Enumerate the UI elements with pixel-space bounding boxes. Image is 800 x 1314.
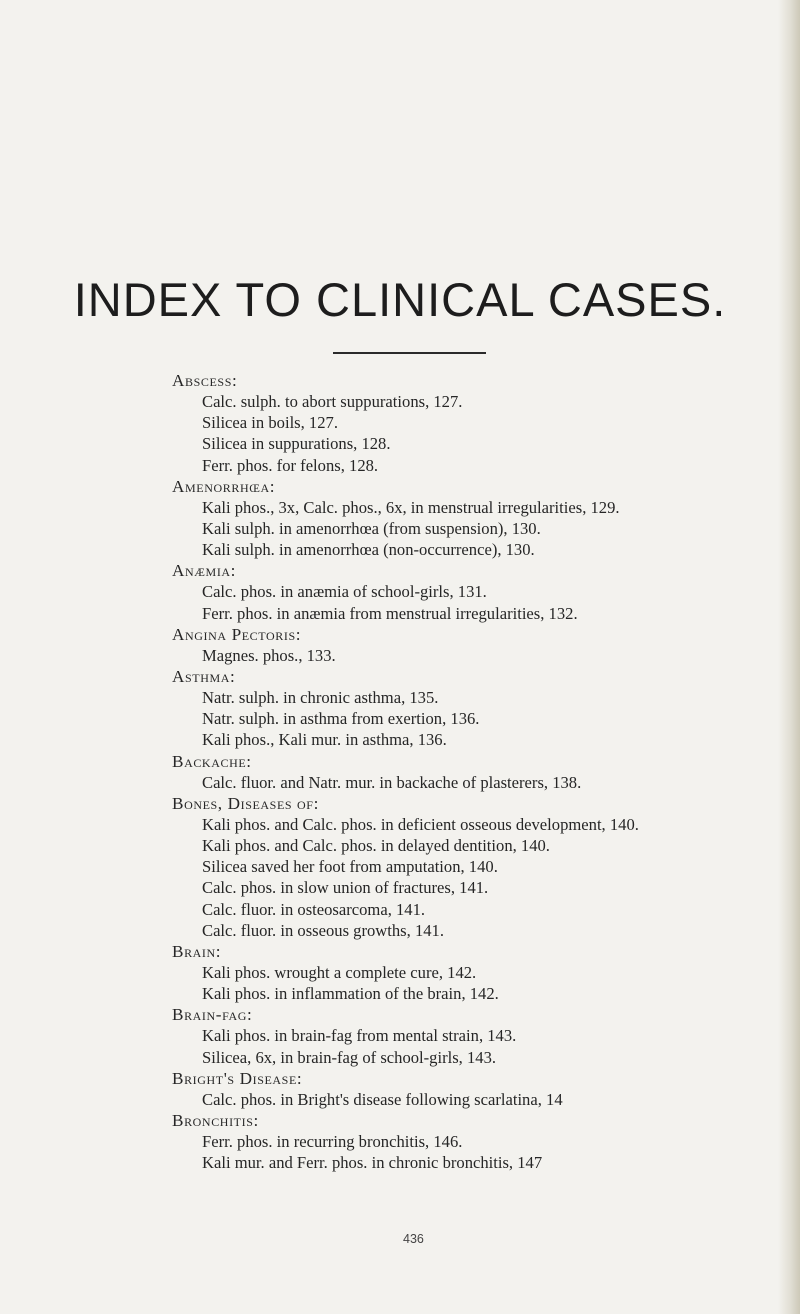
index-subentry: Ferr. phos. for felons, 128. — [202, 455, 379, 475]
page-edge-shadow — [778, 0, 800, 1314]
index-subentry: Kali phos. and Calc. phos. in deficient osseous development, 140. — [202, 814, 639, 834]
index-subentry: Silicea in suppurations, 128. — [202, 434, 391, 454]
index-subentry: Silicea, 6x, in brain-fag of school-girls, 143. — [202, 1047, 497, 1067]
index-heading: Bronchitis: — [172, 1110, 259, 1130]
index-subentry: Kali phos. and Calc. phos. in delayed dentition, 140. — [202, 836, 550, 856]
index-subentry: Calc. fluor. and Natr. mur. in backache of plasterers, 138. — [202, 772, 582, 792]
index-heading: Anæmia: — [172, 561, 237, 581]
index-entries — [172, 370, 772, 1173]
index-subentry: Calc. phos. in anæmia of school-girls, 131. — [202, 582, 487, 602]
index-heading: Brain: — [172, 941, 222, 961]
index-subentry: Kali sulph. in amenorrhœa (non-occurrence), 130. — [202, 540, 535, 560]
index-heading: Amenorrhœa: — [172, 476, 276, 496]
index-subentry: Kali phos., Kali mur. in asthma, 136. — [202, 730, 447, 750]
index-subentry: Silicea saved her foot from amputation, 140. — [202, 857, 498, 877]
title-divider — [333, 352, 486, 354]
index-subentry: Calc. phos. in slow union of fractures, 141. — [202, 878, 489, 898]
index-subentry: Kali phos. in inflammation of the brain, 142. — [202, 984, 499, 1004]
index-heading: Angina Pectoris: — [172, 624, 302, 644]
index-subentry: Calc. fluor. in osteosarcoma, 141. — [202, 899, 426, 919]
index-heading: Asthma: — [172, 666, 236, 686]
index-subentry: Calc. sulph. to abort suppurations, 127. — [202, 392, 463, 412]
index-subentry: Kali phos. in brain-fag from mental strain, 143. — [202, 1026, 517, 1046]
index-heading: Bones, Diseases of: — [172, 793, 319, 813]
index-heading: Brain-fag: — [172, 1005, 253, 1025]
index-subentry: Kali mur. and Ferr. phos. in chronic bronchitis, 147 — [202, 1153, 543, 1173]
index-subentry: Ferr. phos. in recurring bronchitis, 146. — [202, 1132, 463, 1152]
page-title: INDEX TO CLINICAL CASES. — [73, 273, 727, 326]
page-number: 436 — [403, 1232, 424, 1246]
index-heading: Bright's Disease: — [172, 1068, 303, 1088]
index-subentry: Natr. sulph. in chronic asthma, 135. — [202, 688, 439, 708]
index-subentry: Magnes. phos., 133. — [202, 645, 336, 665]
index-heading: Abscess: — [172, 371, 238, 390]
index-subentry: Kali sulph. in amenorrhœa (from suspension), 130. — [202, 518, 541, 538]
index-subentry: Ferr. phos. in anæmia from menstrual irregularities, 132. — [202, 603, 578, 623]
index-subentry: Kali phos. wrought a complete cure, 142. — [202, 962, 477, 982]
index-subentry: Kali phos., 3x, Calc. phos., 6x, in menstrual irregularities, 129. — [202, 497, 620, 517]
index-heading: Backache: — [172, 751, 252, 771]
index-subentry: Natr. sulph. in asthma from exertion, 136. — [202, 709, 480, 729]
index-subentry: Calc. phos. in Bright's disease following scarlatina, 14 — [202, 1089, 563, 1109]
index-subentry: Silicea in boils, 127. — [202, 413, 338, 433]
index-subentry: Calc. fluor. in osseous growths, 141. — [202, 920, 444, 940]
